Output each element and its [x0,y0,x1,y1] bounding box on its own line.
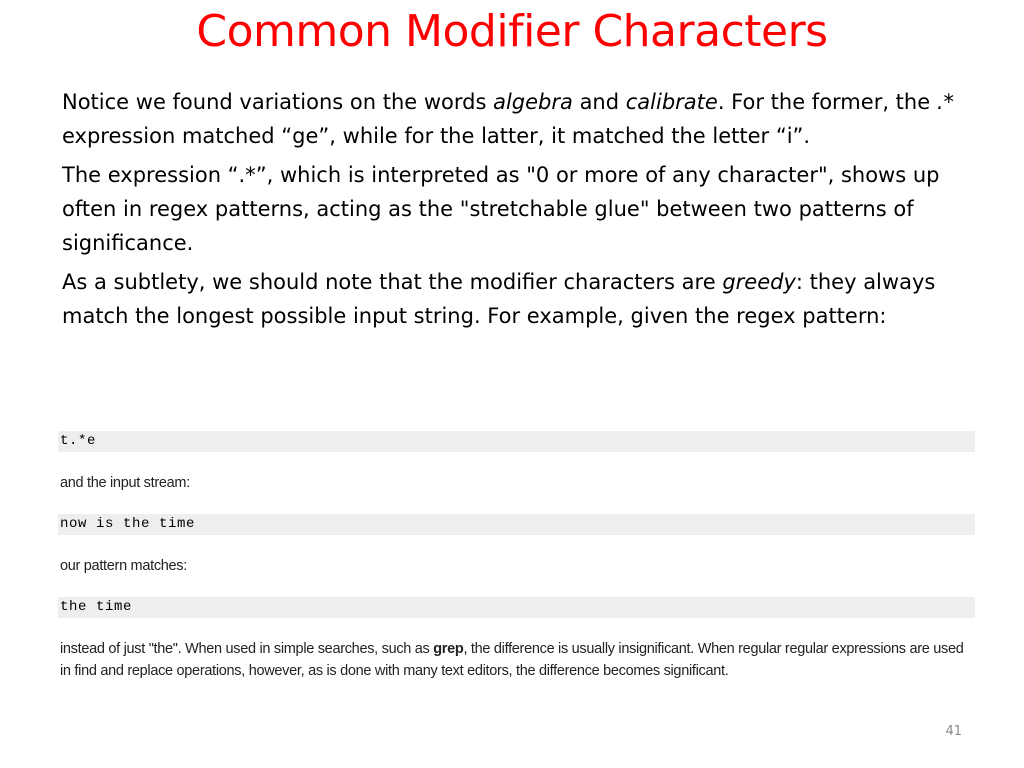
snippet-text: instead of just "the". When used in simple searches, such as [60,641,434,657]
paragraph-greedy [62,265,962,333]
paragraph-variations [62,85,962,153]
paragraph-text: As a subtlety, we should note that the modifier characters are [62,270,723,294]
snippet-text-input-stream: and the input stream: [60,475,190,491]
slide-body [62,85,962,338]
paragraph-text: : they always match the longest possible input string. For example, given the regex pattern: [62,270,936,328]
code-match-result: the time [58,597,975,618]
paragraph-expression: The expression “.*”, which is interpreted as "0 or more of any character", shows up often in regex patterns, acting as the "stretchable glue" between two patterns of significance. [62,163,940,255]
paragraph-text: . For the former, the [717,90,937,114]
emphasis-calibrate: calibrate [625,90,718,114]
snippet-text-pattern-matches: our pattern matches: [60,558,187,574]
emphasis-expression: .* [936,90,954,114]
emphasis-grep: grep [433,641,464,657]
snippet-text: , the difference is usually insignificant. When regular regular expressions are used in find and replace operations, however, as is done with many text editors, the difference becomes significant. [60,641,964,679]
paragraph-text: Notice we found variations on the words [62,90,494,114]
emphasis-algebra: algebra [493,90,573,114]
code-input-stream: now is the time [58,514,975,535]
emphasis-greedy: greedy [722,270,796,294]
slide-title: Common Modifier Characters [196,6,828,57]
code-pattern: t.*e [58,431,975,452]
page-number: 41 [945,724,962,739]
snippet-explanation [58,638,975,682]
paragraph-text: expression matched “ge”, while for the latter, it matched the letter “i”. [62,124,811,148]
paragraph-text: and [572,90,626,114]
